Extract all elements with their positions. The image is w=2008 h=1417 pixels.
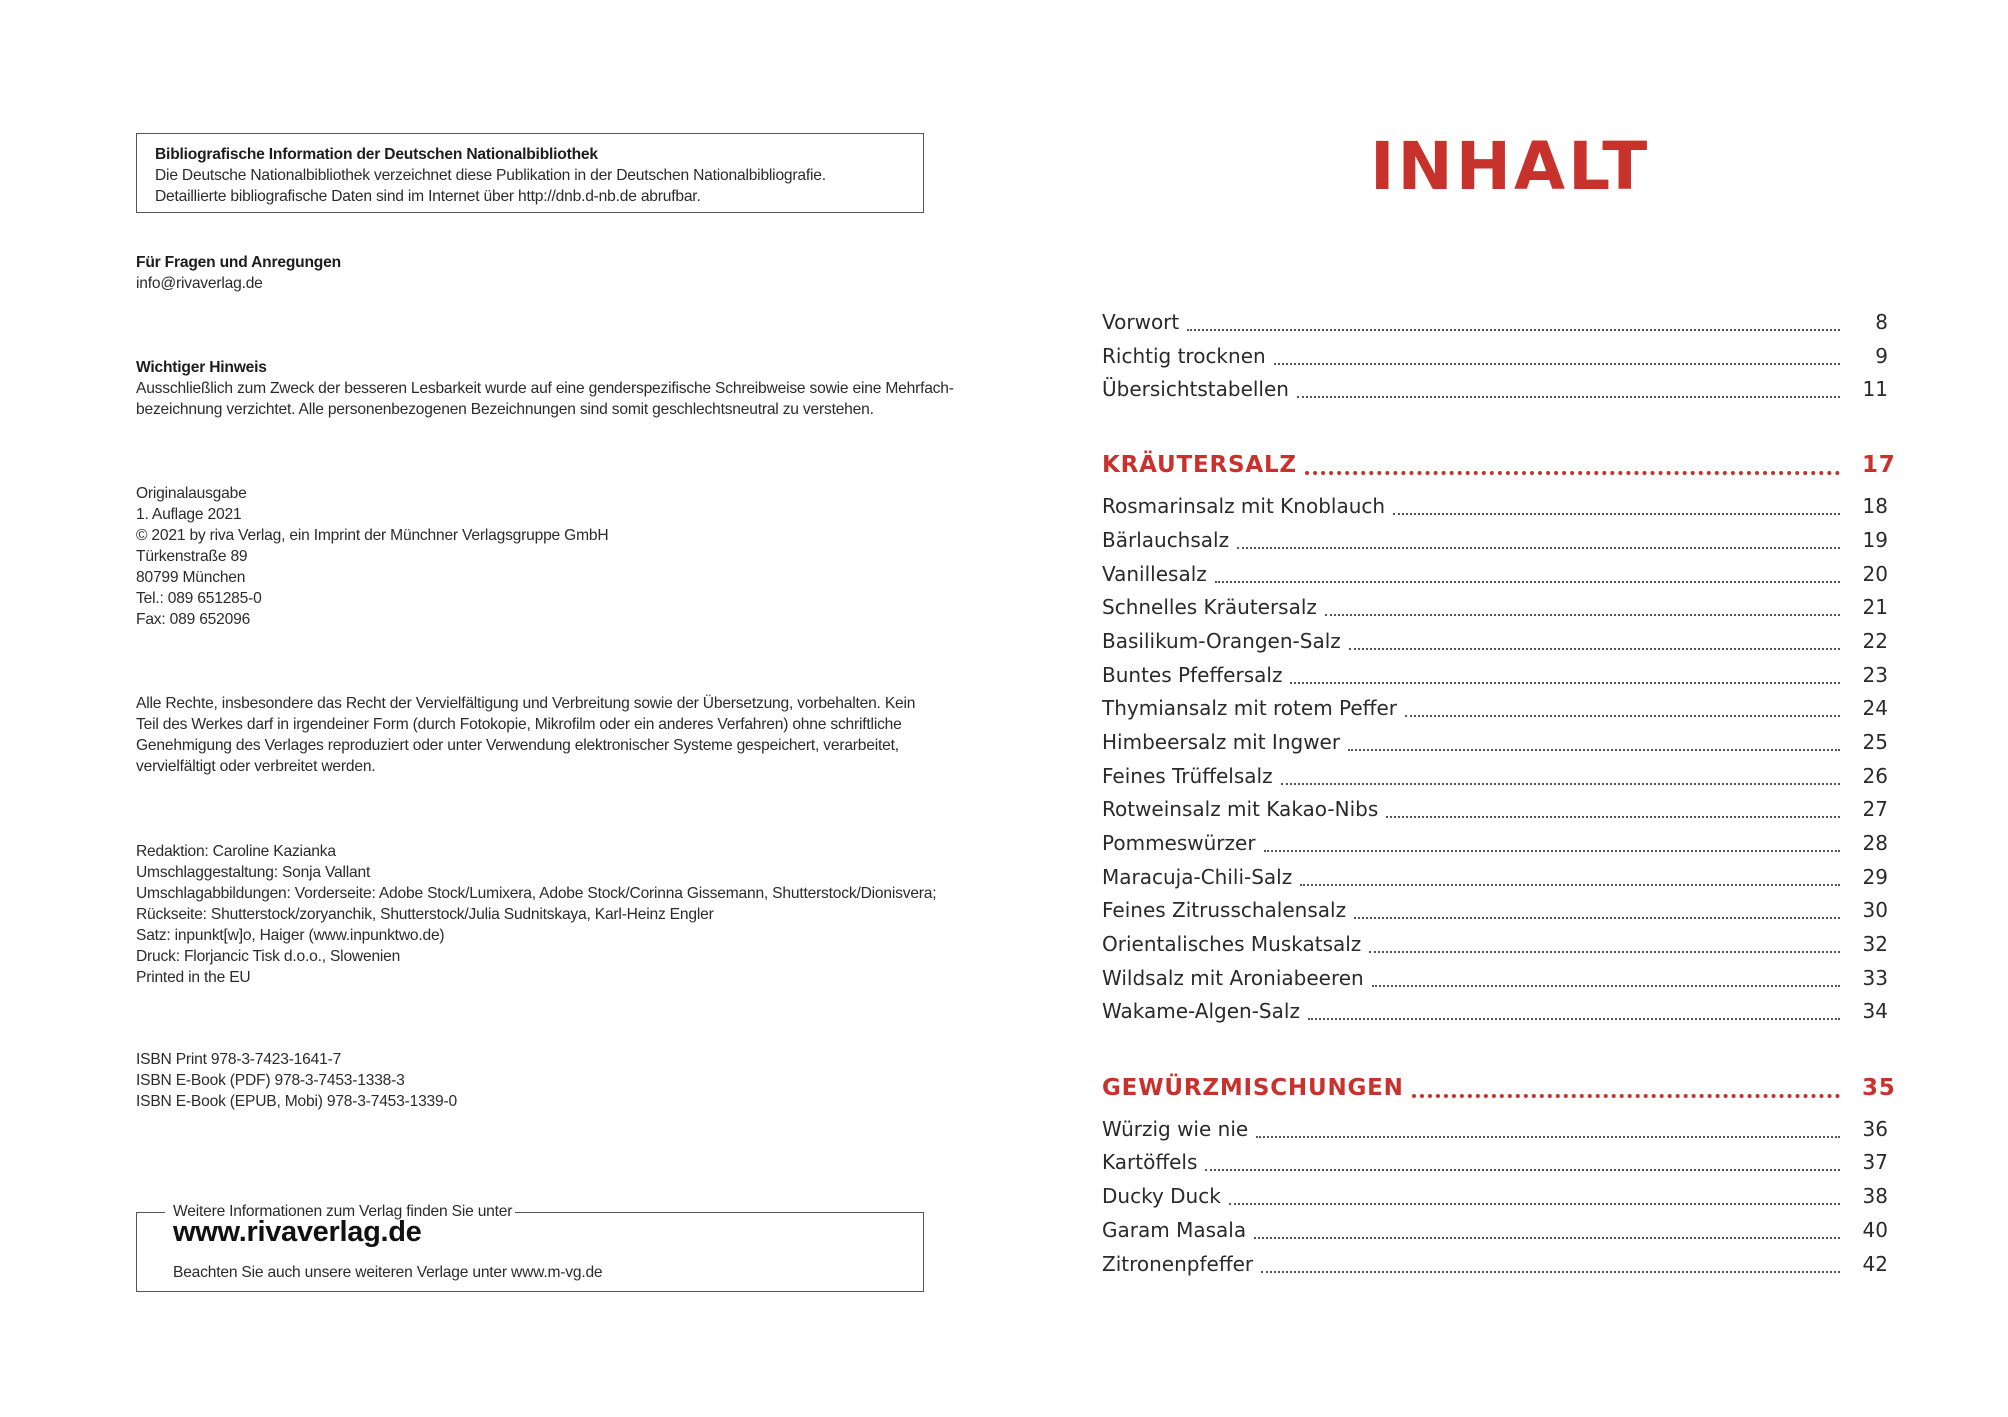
- credits-line: Umschlagabbildungen: Vorderseite: Adobe Stock/Lumixera, Adobe Stock/Corinna Gissemann, Shutterstock/Dionisvera;: [136, 885, 937, 902]
- publisher-line: 1. Auflage 2021: [136, 506, 242, 523]
- toc-entry[interactable]: [1102, 764, 1888, 794]
- toc-entry-page: 34: [1862, 999, 1888, 1023]
- toc-entry-title: Wildsalz mit Aroniabeeren: [1102, 966, 1364, 990]
- toc-entry-page: 24: [1862, 696, 1888, 720]
- bibliographic-info-box: [136, 133, 924, 213]
- isbn-block: [136, 1049, 457, 1112]
- toc-entry-title: Buntes Pfeffersalz: [1102, 663, 1283, 687]
- toc-entry-title: Thymiansalz mit rotem Peffer: [1102, 696, 1397, 720]
- toc-section-title: GEWÜRZMISCHUNGEN: [1102, 1075, 1404, 1101]
- toc-entry[interactable]: [1102, 528, 1888, 558]
- isbn-line: ISBN Print 978-3-7423-1641-7: [136, 1051, 342, 1068]
- rights-line: Genehmigung des Verlages reproduziert oder unter Verwendung elektronischer Systeme gespeichert, verarbeitet,: [136, 737, 899, 754]
- credits-block: [136, 841, 936, 988]
- toc-entry-title: Würzig wie nie: [1102, 1117, 1249, 1141]
- toc-entry[interactable]: [1102, 1117, 1888, 1147]
- publisher-line: Tel.: 089 651285-0: [136, 590, 262, 607]
- toc-entry-title: Pommeswürzer: [1102, 831, 1256, 855]
- toc-entry[interactable]: [1102, 1150, 1888, 1180]
- toc-section-gewuerzmischungen[interactable]: [1102, 1075, 1896, 1105]
- toc-entry-page: 9: [1875, 344, 1888, 368]
- toc-entry-title: Himbeersalz mit Ingwer: [1102, 730, 1341, 754]
- toc-entry-page: 32: [1862, 932, 1888, 956]
- toc-entry-page: 30: [1862, 898, 1888, 922]
- toc-entry[interactable]: [1102, 562, 1888, 592]
- toc-entry-page: 28: [1862, 831, 1888, 855]
- toc-entry-title: Vorwort: [1102, 310, 1180, 334]
- toc-entry[interactable]: [1102, 377, 1888, 407]
- toc-entry-title: Ducky Duck: [1102, 1184, 1221, 1208]
- toc-entry[interactable]: [1102, 999, 1888, 1029]
- toc-entry-title: Übersichtstabellen: [1102, 377, 1289, 401]
- toc-entry-page: 25: [1862, 730, 1888, 754]
- toc-entry[interactable]: [1102, 663, 1888, 693]
- toc-entry[interactable]: [1102, 797, 1888, 827]
- rights-block: [136, 693, 915, 777]
- toc-entry-title: Richtig trocknen: [1102, 344, 1266, 368]
- toc-entry-title: Orientalisches Muskatsalz: [1102, 932, 1362, 956]
- toc-entry[interactable]: [1102, 831, 1888, 861]
- toc-entry-title: Feines Zitrusschalensalz: [1102, 898, 1347, 922]
- publisher-block: [136, 483, 608, 630]
- toc-entry[interactable]: [1102, 1184, 1888, 1214]
- toc-entry[interactable]: [1102, 1252, 1888, 1282]
- toc-entry-title: Basilikum-Orangen-Salz: [1102, 629, 1341, 653]
- toc-entry-title: Wakame-Algen-Salz: [1102, 999, 1300, 1023]
- credits-line: Redaktion: Caroline Kazianka: [136, 843, 336, 860]
- notice-line: Ausschließlich zum Zweck der besseren Lesbarkeit wurde auf eine genderspezifische Schreibweise sowie eine Mehrfach-: [136, 380, 954, 397]
- toc-entry-title: Rosmarinsalz mit Knoblauch: [1102, 494, 1386, 518]
- web-note: Beachten Sie auch unsere weiteren Verlage unter www.m-vg.de: [173, 1264, 603, 1281]
- toc-entry-title: Zitronenpfeffer: [1102, 1252, 1254, 1276]
- toc-entry[interactable]: [1102, 310, 1888, 340]
- toc-entry[interactable]: [1102, 1218, 1888, 1248]
- notice-title: Wichtiger Hinweis: [136, 359, 267, 376]
- toc-entry-page: 8: [1875, 310, 1888, 334]
- toc-entry[interactable]: [1102, 344, 1888, 374]
- publisher-line: © 2021 by riva Verlag, ein Imprint der Münchner Verlagsgruppe GmbH: [136, 527, 609, 544]
- toc-entry-title: Schnelles Kräutersalz: [1102, 595, 1317, 619]
- publisher-line: Türkenstraße 89: [136, 548, 248, 565]
- toc-entry-page: 29: [1862, 865, 1888, 889]
- toc-entry-title: Vanillesalz: [1102, 562, 1207, 586]
- credits-line: Rückseite: Shutterstock/zoryanchik, Shutterstock/Julia Sudnitskaya, Karl-Heinz Engler: [136, 906, 714, 923]
- toc-entry-page: 40: [1862, 1218, 1888, 1242]
- toc-entry[interactable]: [1102, 730, 1888, 760]
- toc-section-kraeutersalz[interactable]: [1102, 452, 1896, 482]
- credits-line: Umschlaggestaltung: Sonja Vallant: [136, 864, 371, 881]
- toc-entry-page: 37: [1862, 1150, 1888, 1174]
- toc-entry[interactable]: [1102, 595, 1888, 625]
- rights-line: Teil des Werkes darf in irgendeiner Form (durch Fotokopie, Mikrofilm oder ein anderes Verfahren) ohne schriftliche: [136, 716, 902, 733]
- toc-section-title: KRÄUTERSALZ: [1102, 452, 1297, 478]
- toc-section-page: 17: [1862, 452, 1896, 478]
- toc-entry-page: 26: [1862, 764, 1888, 788]
- toc-section-page: 35: [1862, 1075, 1896, 1101]
- rights-line: Alle Rechte, insbesondere das Recht der Vervielfältigung und Verbreitung sowie der Übersetzung, vorbehalten. Kein: [136, 695, 916, 712]
- notice-block: [136, 357, 954, 420]
- toc-entry[interactable]: [1102, 494, 1888, 524]
- toc-entry-title: Bärlauchsalz: [1102, 528, 1230, 552]
- toc-entry-title: Maracuja-Chili-Salz: [1102, 865, 1293, 889]
- toc-entry-title: Feines Trüffelsalz: [1102, 764, 1273, 788]
- isbn-line: ISBN E-Book (EPUB, Mobi) 978-3-7453-1339-0: [136, 1093, 457, 1110]
- publisher-line: 80799 München: [136, 569, 246, 586]
- isbn-line: ISBN E-Book (PDF) 978-3-7453-1338-3: [136, 1072, 405, 1089]
- toc-entry-title: Garam Masala: [1102, 1218, 1247, 1242]
- toc-entry-page: 27: [1862, 797, 1888, 821]
- web-caption: Weitere Informationen zum Verlag finden Sie unter: [173, 1203, 513, 1220]
- contact-block: [136, 252, 341, 294]
- notice-line: bezeichnung verzichtet. Alle personenbezogenen Bezeichnungen sind somit geschlechtsneutral zu verstehen.: [136, 401, 874, 418]
- credits-line: Printed in the EU: [136, 969, 251, 986]
- toc-entry-page: 20: [1862, 562, 1888, 586]
- credits-line: Satz: inpunkt[w]o, Haiger (www.inpunktwo.de): [136, 927, 445, 944]
- toc-entry-page: 22: [1862, 629, 1888, 653]
- web-url-link[interactable]: www.rivaverlag.de: [173, 1216, 422, 1248]
- bib-title: Bibliografische Information der Deutschen Nationalbibliothek: [155, 146, 598, 163]
- toc-entry-title: Kartöffels: [1102, 1150, 1198, 1174]
- toc-entry-title: Rotweinsalz mit Kakao-Nibs: [1102, 797, 1379, 821]
- contact-email: info@rivaverlag.de: [136, 275, 263, 292]
- toc-entry[interactable]: [1102, 629, 1888, 659]
- toc-entry[interactable]: [1102, 898, 1888, 928]
- rights-line: vervielfältigt oder verbreitet werden.: [136, 758, 376, 775]
- toc-entry-page: 19: [1862, 528, 1888, 552]
- toc-entry[interactable]: [1102, 865, 1888, 895]
- toc-entry-page: 36: [1862, 1117, 1888, 1141]
- toc-entry-page: 33: [1862, 966, 1888, 990]
- toc-entry-page: 21: [1862, 595, 1888, 619]
- bib-line: Detaillierte bibliografische Daten sind im Internet über http://dnb.d-nb.de abrufbar.: [155, 188, 701, 205]
- publisher-web-box: [136, 1203, 924, 1292]
- toc-entry[interactable]: [1102, 966, 1888, 996]
- bib-line: Die Deutsche Nationalbibliothek verzeichnet diese Publikation in der Deutschen Nationalbibliografie.: [155, 167, 826, 184]
- toc-entry-page: 23: [1862, 663, 1888, 687]
- contact-title: Für Fragen und Anregungen: [136, 254, 341, 271]
- toc-entry-page: 18: [1862, 494, 1888, 518]
- publisher-line: Fax: 089 652096: [136, 611, 251, 628]
- credits-line: Druck: Florjancic Tisk d.o.o., Slowenien: [136, 948, 401, 965]
- toc-entry[interactable]: [1102, 932, 1888, 962]
- publisher-line: Originalausgabe: [136, 485, 247, 502]
- toc-entry-page: 38: [1862, 1184, 1888, 1208]
- toc-entry-page: 42: [1862, 1252, 1888, 1276]
- toc-title: INHALT: [1370, 128, 1651, 205]
- toc-entry[interactable]: [1102, 696, 1888, 726]
- toc-entry-page: 11: [1862, 377, 1888, 401]
